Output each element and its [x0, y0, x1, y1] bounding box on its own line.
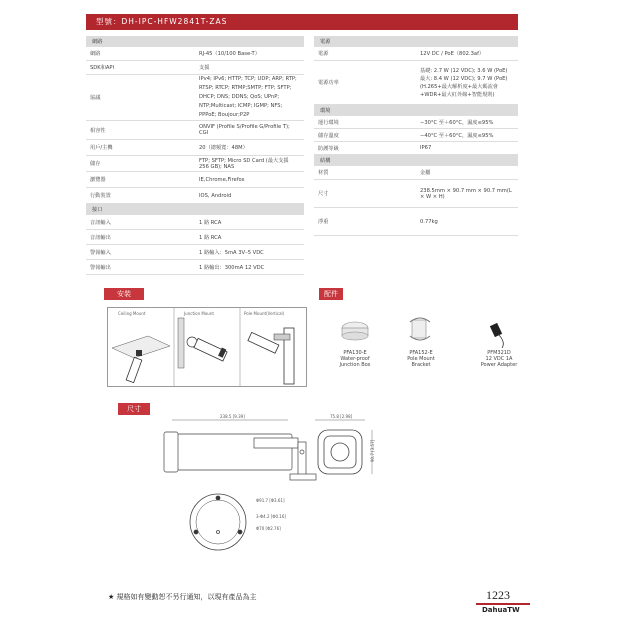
- table-row: 相容性 ONVIF (Profile S/Profile G/Profile T); CGI: [86, 121, 304, 140]
- table-row: 瀏覽器 IE,Chrome,Firefox: [86, 172, 304, 188]
- camera-side-view: [164, 420, 316, 480]
- table-row: 網路 RJ-45（10/100 Base-T）: [86, 47, 304, 61]
- footer-divider: [476, 603, 530, 605]
- table-row: 防護等級 IP67: [314, 142, 518, 155]
- dim-height: 90.7 [3.57]: [370, 439, 375, 462]
- dimensions-title: 尺寸: [118, 403, 150, 415]
- table-row: 尺寸 238.5mm × 90.7 mm × 90.7 mm(L × W × H): [314, 180, 518, 208]
- page-number: 1223: [486, 588, 510, 602]
- table-row: 電源功率 基礎: 2.7 W (12 VDC); 3.6 W (PoE) 最大: 8.4 W (12 VDC); 9.7 W (PoE) (H.265+最大解析度+最大碼流會+WDR+最大紅外線+智能規則): [314, 61, 518, 105]
- accessory-item-junction-box: PFA130-E Water-proof Junction Box: [339, 350, 371, 368]
- install-drawings: [108, 308, 306, 386]
- section-structure: 結構: [314, 155, 518, 166]
- dimension-drawing: [150, 412, 400, 552]
- table-row: 音訊輸出 1 路 RCA: [86, 230, 304, 245]
- junction-mount-drawing: [178, 318, 227, 368]
- accessory-drawings: [330, 312, 530, 352]
- table-row: 協議 IPv4; IPv6; HTTP; TCP; UDP; ARP; RTP; RTSP; RTCP; RTMP;SMTP; FTP; SFTP; DHCP; DNS; DDNS; QoS; UPnP; NTP;Multicast; ICMP; IGMP; NFS; PPPoE; Boujour;P2P: [86, 75, 304, 121]
- table-row: 材質 金屬: [314, 166, 518, 180]
- section-power: 電源: [314, 36, 518, 47]
- brand-name: DahuaTW: [482, 606, 520, 614]
- section-port: 接口: [86, 204, 304, 215]
- pole-bracket-icon: [410, 318, 430, 340]
- dim-hole-spacing: Φ70 [Φ2.76]: [256, 526, 281, 531]
- install-title: 安裝: [104, 288, 144, 300]
- table-row: 警報輸入 1 路輸入：5mA 3V–5 VDC: [86, 245, 304, 260]
- dim-hole-diameter: 3-Φ4.2 [Φ0.16]: [256, 514, 286, 519]
- pole-mount-drawing: [248, 328, 294, 384]
- accessories-panel: [330, 312, 530, 382]
- table-row: 儲存 FTP; SFTP; Micro SD Card (最大支援 256 GB); NAS: [86, 156, 304, 172]
- install-panel: [107, 307, 307, 387]
- accessory-item-power-adapter: PFM321D 12 VDC 1A Power Adapter: [480, 350, 518, 368]
- table-row: SDK和API 支援: [86, 61, 304, 75]
- section-environment: 環境: [314, 105, 518, 116]
- table-row: 用戶/主機 20（總頻寬：48M）: [86, 140, 304, 156]
- table-row: 電源 12V DC / PoE（802.3af）: [314, 47, 518, 61]
- table-row: 警報輸出 1 路輸出：300mA 12 VDC: [86, 260, 304, 275]
- power-adapter-icon: [490, 323, 503, 348]
- left-spec-table: [86, 36, 304, 275]
- dim-width: 75.8 [2.98]: [330, 414, 353, 419]
- install-label-junction: Junction Mount: [184, 311, 214, 316]
- camera-mount-base-view: [190, 494, 246, 550]
- right-spec-table: [314, 36, 518, 236]
- install-label-ceiling: Ceiling Mount: [118, 311, 146, 316]
- dim-length: 238.5 [9.39]: [220, 414, 245, 419]
- table-row: 淨重 0.77kg: [314, 208, 518, 236]
- footer-note: ★ 規格如有變動恕不另行通知，以現有產品為主: [108, 593, 257, 601]
- accessory-item-pole-bracket: PFA152-E Pole Mount Bracket: [407, 350, 435, 368]
- table-row: 運行環境 −30°C 至＋60°C，濕度≤95%: [314, 116, 518, 129]
- table-row: 音訊輸入 1 路 RCA: [86, 215, 304, 230]
- install-label-pole: Pole Mount(Vertical): [244, 311, 285, 316]
- ceiling-mount-drawing: [112, 336, 170, 383]
- section-network: 網路: [86, 36, 304, 47]
- table-row: 行動裝置 IOS, Android: [86, 188, 304, 204]
- dim-base-diameter: Φ91.7 [Φ3.61]: [256, 498, 285, 503]
- accessories-title: 配件: [319, 288, 343, 300]
- camera-front-view: [315, 420, 372, 474]
- model-header: 型號：DH-IPC-HFW2841T-ZAS: [86, 14, 518, 30]
- junction-box-icon: [342, 322, 368, 340]
- table-row: 儲存溫度 −40°C 至＋60°C，濕度≤95%: [314, 129, 518, 142]
